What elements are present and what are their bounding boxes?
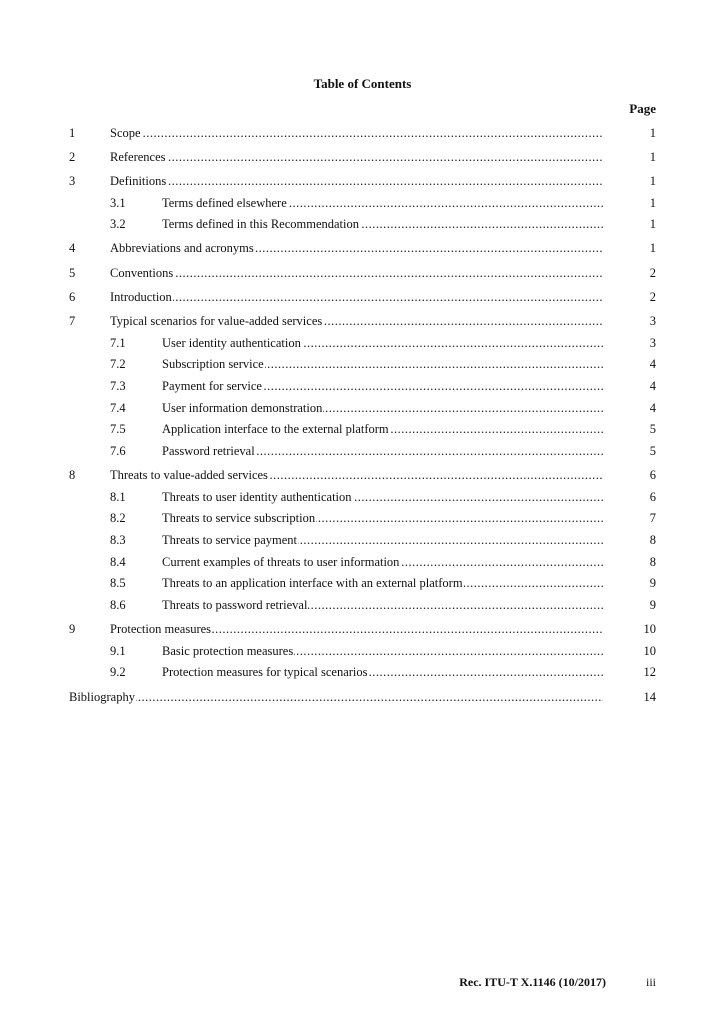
toc-entry-title-text: Conventions [110, 266, 174, 280]
toc-entry-title-text: Protection measures for typical scenarios [162, 665, 368, 679]
page-footer [0, 975, 725, 991]
toc-entry-title [110, 173, 603, 189]
toc-entry-number: 3 [69, 174, 76, 188]
toc-entry-title [162, 443, 603, 459]
toc-entry-title-text: Protection measures [110, 622, 212, 636]
toc-entry-page: 8 [649, 533, 656, 547]
toc-entry-number: 8.4 [110, 555, 126, 569]
toc-entry-page: 14 [643, 690, 656, 704]
toc-entry-number: 7.3 [110, 379, 126, 393]
toc-entry-number: 7.1 [110, 336, 126, 350]
footer-reference: Rec. ITU-T X.1146 (10/2017) [459, 975, 606, 989]
toc-entry-page: 7 [649, 511, 656, 525]
toc-entry-title-text: Application interface to the external platform [162, 422, 389, 436]
toc-entry-page: 10 [643, 644, 656, 658]
toc-entry-title-text: References [110, 150, 166, 164]
toc-entry-title [162, 554, 603, 570]
toc-entry-number: 7.6 [110, 444, 126, 458]
toc-entry-title-text: Terms defined in this Recommendation [162, 217, 359, 231]
toc-entry-title [162, 664, 603, 680]
toc-entry-number: 9.1 [110, 644, 126, 658]
toc-entry[interactable] [0, 195, 725, 211]
toc-entry-page: 2 [649, 266, 656, 280]
toc-entry-title-text: Password retrieval [162, 444, 255, 458]
toc-entry-number: 5 [69, 266, 76, 280]
toc-entry[interactable] [0, 554, 725, 570]
toc-entry-title [110, 265, 603, 281]
toc-entry-number: 2 [69, 150, 76, 164]
toc-entry[interactable] [0, 575, 725, 591]
toc-entry-title-text: Abbreviations and acronyms [110, 241, 254, 255]
toc-entry-number: 6 [69, 290, 76, 304]
toc-entry-page: 5 [649, 444, 656, 458]
toc-entry[interactable] [0, 421, 725, 437]
toc-entry-number: 3.1 [110, 196, 126, 210]
toc-entry-page: 8 [649, 555, 656, 569]
toc-entry[interactable] [0, 289, 725, 305]
toc-entry-title [162, 532, 603, 548]
toc-entry-title [162, 400, 603, 416]
footer-page-number: iii [645, 975, 656, 989]
toc-entry-number: 7 [69, 314, 76, 328]
toc-entry-page: 1 [649, 150, 656, 164]
toc-entry[interactable] [0, 125, 725, 141]
toc-entry-number: 1 [69, 126, 76, 140]
toc-entry-title-text: User identity authentication [162, 336, 301, 350]
toc-entry-page: 6 [649, 468, 656, 482]
toc-entry[interactable] [0, 621, 725, 637]
toc-entry-title-text: Bibliography [69, 690, 135, 704]
toc-entry-title-text: Subscription service [162, 357, 264, 371]
toc-entry-title-text: Threats to service subscription [162, 511, 316, 525]
toc-entry-title [162, 575, 603, 591]
toc-entry-page: 9 [649, 576, 656, 590]
toc-entry-title [162, 643, 603, 659]
toc-entry[interactable] [0, 643, 725, 659]
toc-entry-page: 5 [649, 422, 656, 436]
toc-entry-number: 8 [69, 468, 76, 482]
toc-entry[interactable] [0, 149, 725, 165]
toc-entry-page: 1 [649, 126, 656, 140]
toc-entry-title-text: Threats to service payment [162, 533, 298, 547]
toc-entry-page: 1 [649, 217, 656, 231]
toc-entry-number: 7.5 [110, 422, 126, 436]
toc-entry-number: 3.2 [110, 217, 126, 231]
toc-entry-title [110, 467, 603, 483]
toc-entry-number: 7.4 [110, 401, 126, 415]
toc-entry-title [110, 289, 603, 305]
toc-entry[interactable] [0, 510, 725, 526]
page-column-header: Page [629, 101, 656, 116]
toc-entry-number: 7.2 [110, 357, 126, 371]
toc-entry[interactable] [0, 664, 725, 680]
toc-entry-title [110, 149, 603, 165]
toc-entry-page: 9 [649, 598, 656, 612]
toc-entry-title [110, 313, 603, 329]
toc-entry-title-text: Typical scenarios for value-added services [110, 314, 323, 328]
toc-entry-number: 4 [69, 241, 76, 255]
toc-entry-title [162, 356, 603, 372]
toc-entry-title [162, 510, 603, 526]
toc-entry-page: 4 [649, 357, 656, 371]
toc-entry-page: 12 [643, 665, 656, 679]
toc-entry-page: 1 [649, 174, 656, 188]
toc-entry-title-text: Basic protection measures [162, 644, 294, 658]
toc-entry-page: 4 [649, 401, 656, 415]
toc-entry[interactable] [0, 467, 725, 483]
toc-entry-title [110, 240, 603, 256]
toc-entry-number: 8.6 [110, 598, 126, 612]
toc-entry[interactable] [0, 689, 725, 705]
toc-entry-title-text: Terms defined elsewhere [162, 196, 287, 210]
toc-entry[interactable] [0, 240, 725, 256]
toc-entry-page: 1 [649, 241, 656, 255]
toc-entry-page: 3 [649, 314, 656, 328]
toc-entry[interactable] [0, 216, 725, 232]
toc-entry[interactable] [0, 335, 725, 351]
toc-entry[interactable] [0, 378, 725, 394]
toc-entry-title-text: Threats to value-added services [110, 468, 268, 482]
toc-entry-title-text: Threats to user identity authentication [162, 490, 352, 504]
toc-entry-title [162, 421, 603, 437]
toc-entry-title [162, 489, 603, 505]
toc-entry-title [110, 621, 603, 637]
toc-title: Table of Contents [313, 76, 412, 91]
toc-entry-title [162, 216, 603, 232]
toc-entry-page: 4 [649, 379, 656, 393]
toc-entry-title-text: Introduction [110, 290, 172, 304]
toc-entry-page: 3 [649, 336, 656, 350]
toc-entry[interactable] [0, 597, 725, 613]
toc-entry-title-text: Threats to password retrieval [162, 598, 308, 612]
toc-entry-title [69, 689, 603, 705]
toc-entry-number: 9.2 [110, 665, 126, 679]
toc-entry-number: 9 [69, 622, 76, 636]
toc-entry-page: 1 [649, 196, 656, 210]
toc-entry[interactable] [0, 489, 725, 505]
toc-entry-title-text: Current examples of threats to user information [162, 555, 400, 569]
toc-entry[interactable] [0, 443, 725, 459]
toc-entry-title-text: Definitions [110, 174, 167, 188]
toc-entry-title-text: Scope [110, 126, 141, 140]
toc-entry-title-text: Threats to an application interface with an external platform [162, 576, 463, 590]
toc-entry[interactable] [0, 313, 725, 329]
toc-entry-title [162, 195, 603, 211]
toc-entry-page: 2 [649, 290, 656, 304]
toc-entry-title-text: User information demonstration [162, 401, 323, 415]
toc-entry-title [162, 335, 603, 351]
toc-entry-number: 8.2 [110, 511, 126, 525]
toc-entry[interactable] [0, 532, 725, 548]
toc-entry-title-text: Payment for service [162, 379, 262, 393]
toc-entry[interactable] [0, 356, 725, 372]
toc-entry-title [162, 597, 603, 613]
toc-entry-number: 8.1 [110, 490, 126, 504]
toc-entry-title [162, 378, 603, 394]
toc-entry-title [110, 125, 603, 141]
toc-entry-page: 6 [649, 490, 656, 504]
toc-entry[interactable] [0, 400, 725, 416]
toc-entry[interactable] [0, 173, 725, 189]
toc-entry-number: 8.3 [110, 533, 126, 547]
toc-entry[interactable] [0, 265, 725, 281]
toc-entry-number: 8.5 [110, 576, 126, 590]
toc-entry-page: 10 [643, 622, 656, 636]
